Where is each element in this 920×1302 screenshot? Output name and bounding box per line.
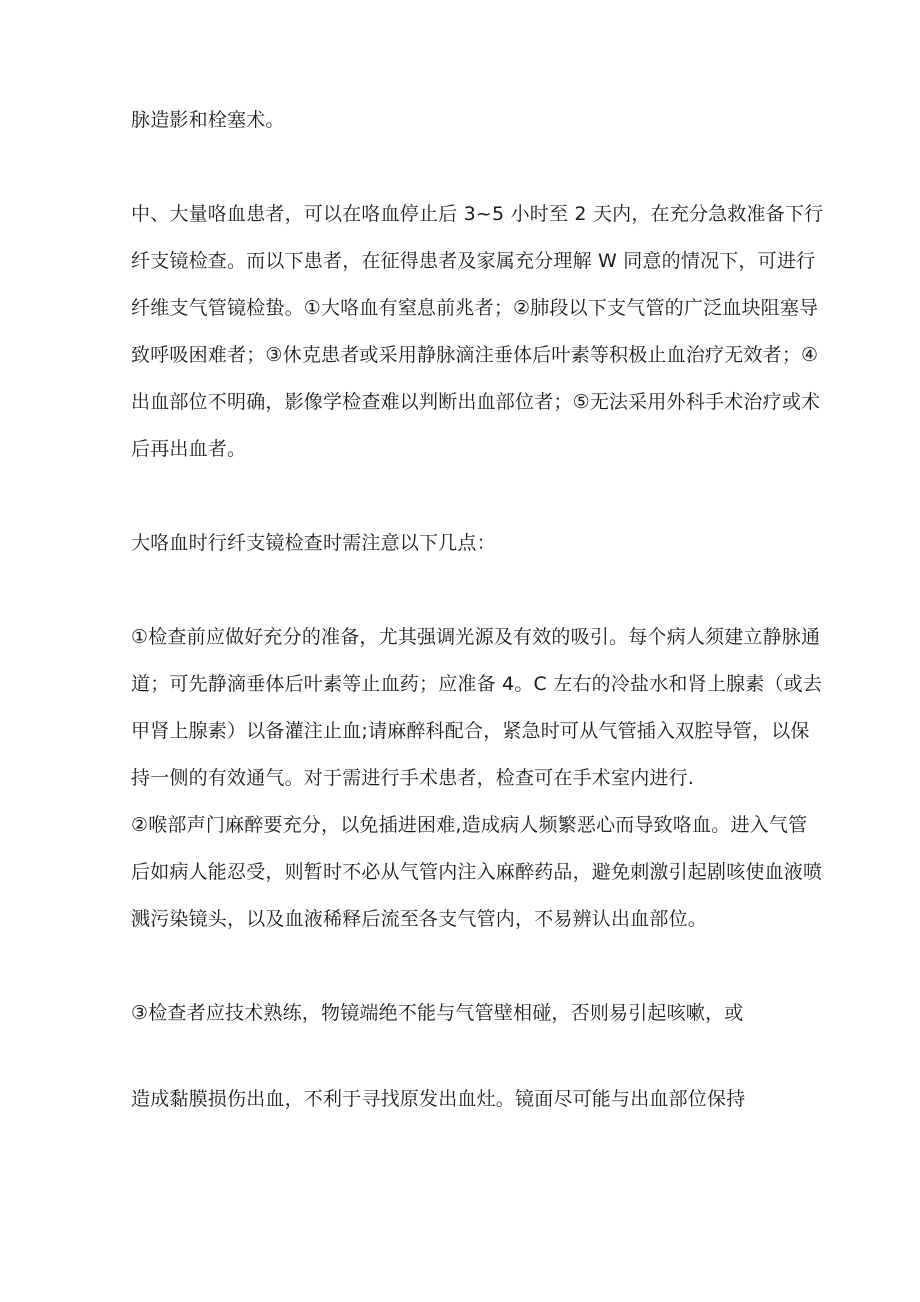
paragraph-line: 道；可先静滴垂体后叶素等止血药；应准备 4。C 左右的冷盐水和肾上腺素（或去 <box>131 673 823 695</box>
paragraph-line: 大咯血时行纤支镜检查时需注意以下几点： <box>131 532 496 554</box>
paragraph-line: 持一侧的有效通气。对于需进行手术患者，检查可在手术室内进行. <box>131 767 695 789</box>
paragraph-line: 纤支镜检查。而以下患者，在征得患者及家属充分理解 W 同意的情况下，可进行 <box>131 250 816 272</box>
paragraph-line: 甲肾上腺素）以备灌注止血;请麻醉科配合，紧急时可从气管插入双腔导管，以保 <box>131 720 810 742</box>
paragraph-line: 中、大量咯血患者，可以在咯血停止后 3~5 小时至 2 天内，在充分急救准备下行 <box>131 203 824 225</box>
paragraph-line: 后再出血者。 <box>131 438 247 460</box>
paragraph-line: 造成黏膜损伤出血，不利于寻找原发出血灶。镜面尽可能与出血部位保持 <box>131 1088 746 1110</box>
paragraph-line: ②喉部声门麻醉要充分，以免插进困难,造成病人频繁恶心而导致咯血。进入气管 <box>131 814 808 836</box>
paragraph-line: 纤维支气管镜检蛰。①大咯血有窒息前兆者；②肺段以下支气管的广泛血块阻塞导 <box>131 297 819 319</box>
paragraph-line: ③检查者应技术熟练，物镜端绝不能与气管壁相碰，否则易引起咳嗽，或 <box>131 1002 744 1024</box>
paragraph-line: ①检查前应做好充分的准备，尤其强调光源及有效的吸引。每个病人须建立静脉通 <box>131 626 821 648</box>
paragraph-line: 溅污染镜头，以及血液稀释后流至各支气管内，不易辨认出血部位。 <box>131 908 708 930</box>
paragraph-line: 脉造影和栓塞术。 <box>131 109 285 131</box>
paragraph-line: 出血部位不明确，影像学检查难以判断出血部位者；⑤无法采用外科手术治疗或术 <box>131 391 821 413</box>
paragraph-line: 致呼吸困难者；③休克患者或采用静脉滴注垂体后叶素等积极止血治疗无效者；④ <box>131 344 819 366</box>
paragraph-line: 后如病人能忍受，则暂时不必从气管内注入麻醉药品，避免刺激引起剧咳使血液喷 <box>131 861 823 883</box>
